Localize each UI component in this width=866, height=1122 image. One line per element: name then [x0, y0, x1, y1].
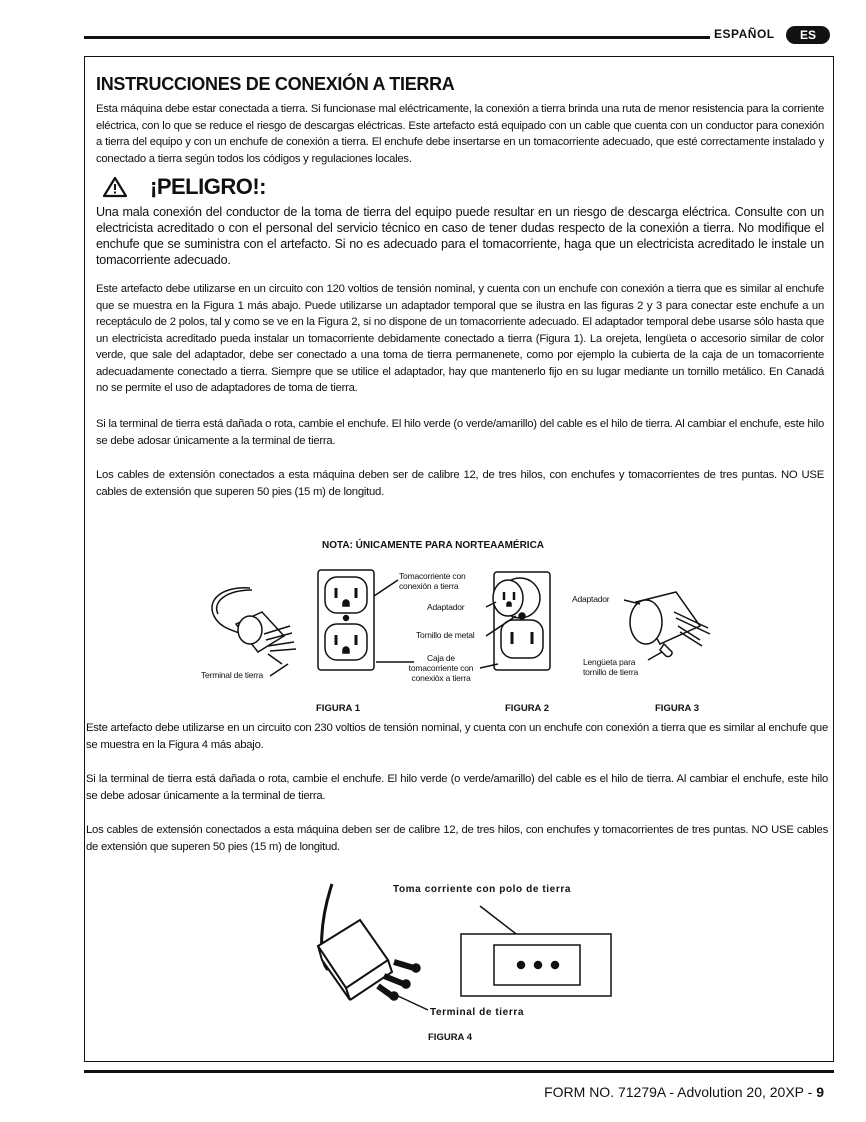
danger-title: ¡PELIGRO!:	[150, 174, 266, 199]
label-terminal-tierra: Terminal de tierra	[201, 670, 264, 680]
intro-paragraph: Esta máquina debe estar conectada a tierra. Si funcionase mal eléctricamente, la conexión a tierra brinda una ruta de menor resistencia para la corriente eléctrica, con lo que se reduce el riesgo de descargas eléctricas. Este artefacto está equipado con un cable que cuenta con un conductor para conexión a tierra del equipo y con un enchufe de conexión a tierra. El enchufe debe insertarse en un tomacorriente adecuado, que esté correctamente instalado y conectado a tierra según todos los códigos y regulaciones locales.	[96, 103, 824, 165]
figure-3-caption: FIGURA 3	[655, 703, 699, 714]
extension-cable-paragraph-2: Los cables de extensión conectados a esta máquina deben ser de calibre 12, de tres hilos, con enchufes y tomacorrientes de tres puntas. NO USE cables de extensión que superen 50 pies (15 m) de longitud.	[86, 824, 828, 853]
ground-terminal-paragraph-2: Si la terminal de tierra está dañada o rota, cambie el enchufe. El hilo verde (o verde/amarillo) del cable es el hilo de tierra. Al cambiar el enchufe, este hilo se debe adosar únicamente a la terminal de tierra.	[86, 773, 828, 802]
label-terminal-fig4: Terminal de tierra	[430, 1007, 524, 1018]
label-tomacorriente: Tomacorriente con conexión a tierra	[399, 571, 466, 591]
extension-cable-paragraph-1: Los cables de extensión conectados a esta máquina deben ser de calibre 12, de tres hilos, con enchufes y tomacorrientes de tres puntas. NO USE cables de extensión que superen 50 pies (15 m) de longitud.	[96, 469, 824, 498]
figure-2-caption: FIGURA 2	[505, 703, 549, 714]
figure-1-caption: FIGURA 1	[316, 703, 360, 714]
label-adaptador-fig2: Adaptador	[427, 602, 465, 612]
page-title: INSTRUCCIONES DE CONEXIÓN A TIERRA	[96, 74, 455, 94]
footer-rule	[84, 1070, 834, 1073]
footer	[544, 1084, 824, 1100]
header-rule	[84, 36, 710, 39]
north-america-note: NOTA: ÚNICAMENTE PARA NORTEAAMÉRICA	[321, 540, 545, 551]
danger-heading	[96, 174, 266, 200]
label-tornillo: Tornillo de metal	[416, 630, 475, 640]
language-badge: ES	[786, 26, 830, 44]
footer-form: FORM NO. 71279A - Advolution 20, 20XP -	[544, 1084, 817, 1100]
language-label: ESPAÑOL	[714, 27, 775, 41]
label-lengueta: Lengüeta para tornillo de tierra	[583, 657, 638, 677]
label-adaptador-fig3: Adaptador	[572, 594, 610, 604]
voltage-120-paragraph: Este artefacto debe utilizarse en un circuito con 120 voltios de tensión nominal, y cuenta con un enchufe con conexión a tierra que es similar al enchufe que se muestra en la Figura 1 más abajo. Puede utilizarse un adaptador temporal que se ilustra en las figuras 2 y 3 para conectar este enchufe a un receptáculo de 2 polos, tal y como se ve en la Figura 2, si no dispone de un tomacorriente adecuado. El adaptador temporal debe usarse sólo hasta que un electricista acreditado pueda instalar un tomacorriente debidamente conectado a tierra (Figura 1). La orejeta, lengüeta o accesorio similar de color verde, que sale del adaptador, debe ser conectado a una toma de tierra permanenete, como por ejemplo la cubierta de la caja de un tomacorriente adecuadamente conectado a tierra. Siempre que se utilice el adaptador, hay que mantenerlo fijo en su lugar mediante un tornillo metálico. En Canadá no se permite el uso de adaptadores de toma de tierra.	[96, 283, 824, 394]
label-caja: Caja de tomacorriente con conexiòx a tierra	[408, 653, 474, 683]
adapter-outlet-drawing	[480, 572, 550, 670]
warning-triangle-icon	[102, 176, 128, 198]
grounded-plug-drawing	[212, 588, 296, 676]
ground-terminal-paragraph-1: Si la terminal de tierra está dañada o rota, cambie el enchufe. El hilo verde (o verde/amarillo) del cable es el hilo de tierra. Al cambiar el enchufe, este hilo se debe adosar únicamente a la terminal de tierra.	[96, 418, 824, 447]
page-number: 9	[816, 1084, 824, 1100]
label-toma-corriente: Toma corriente con polo de tierra	[393, 884, 571, 895]
figure-4-caption: FIGURA 4	[428, 1032, 472, 1043]
adapter-drawing	[624, 592, 710, 660]
danger-paragraph: Una mala conexión del conductor de la toma de tierra del equipo puede resultar en un riesgo de descarga eléctrica. Consulte con un electricista acreditado o con el personal del servicio técnico en caso de tener dudas respecto de la conexión a tierra. No modifique el enchufe que se suministra con el artefacto. Si no es adecuado para el tomacorriente, haga que un electricista acreditado le instale un tomacorriente adecuado.	[96, 205, 824, 267]
voltage-230-paragraph: Este artefacto debe utilizarse en un circuito con 230 voltios de tensión nominal, y cuenta con un enchufe con conexión a tierra que es similar al enchufe que se muestra en la Figura 4 más abajo.	[86, 722, 828, 751]
